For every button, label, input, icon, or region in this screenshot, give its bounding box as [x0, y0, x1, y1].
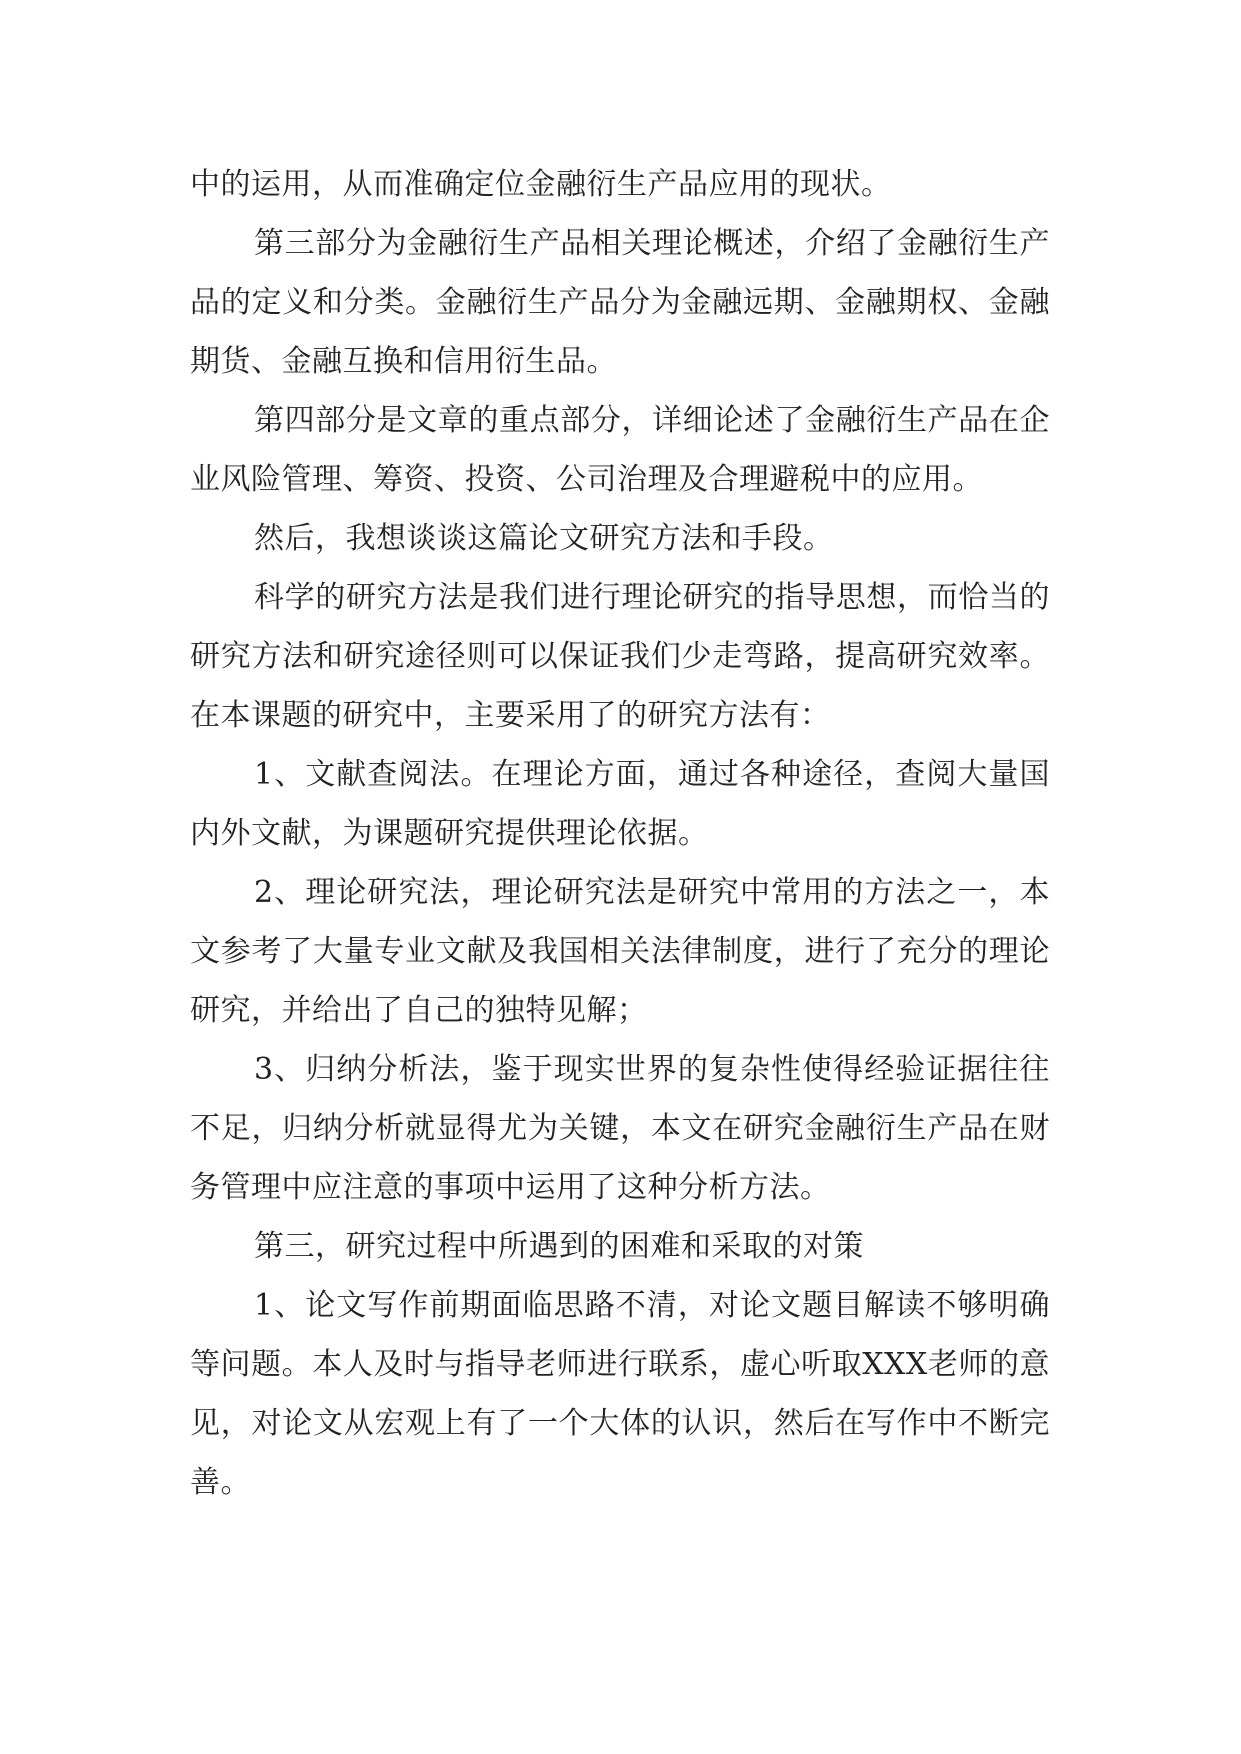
paragraph-1: 中的运用，从而准确定位金融衍生产品应用的现状。 — [190, 167, 892, 202]
document-body — [190, 155, 1050, 1512]
paragraph-6: 1、文献查阅法。在理论方面，通过各种途径，查阅大量国内外文献，为课题研究提供理论依据。 — [190, 757, 1050, 851]
paragraph-8: 3、归纳分析法，鉴于现实世界的复杂性使得经验证据往往不足，归纳分析就显得尤为关键，本文在研究金融衍生产品在财务管理中应注意的事项中运用了这种分析方法。 — [190, 1052, 1050, 1205]
paragraph-9: 第三，研究过程中所遇到的困难和采取的对策 — [254, 1229, 864, 1264]
paragraph-10: 1、论文写作前期面临思路不清，对论文题目解读不够明确等问题。本人及时与指导老师进行联系，虚心听取XXX老师的意见，对论文从宏观上有了一个大体的认识，然后在写作中不断完善。 — [190, 1288, 1050, 1500]
paragraph-2: 第三部分为金融衍生产品相关理论概述，介绍了金融衍生产品的定义和分类。金融衍生产品分为金融远期、金融期权、金融期货、金融互换和信用衍生品。 — [190, 226, 1050, 379]
paragraph-7: 2、理论研究法，理论研究法是研究中常用的方法之一，本文参考了大量专业文献及我国相关法律制度，进行了充分的理论研究，并给出了自己的独特见解； — [190, 875, 1050, 1028]
paragraph-4: 然后，我想谈谈这篇论文研究方法和手段。 — [254, 521, 834, 556]
paragraph-3: 第四部分是文章的重点部分，详细论述了金融衍生产品在企业风险管理、筹资、投资、公司治理及合理避税中的应用。 — [190, 403, 1050, 497]
paragraph-5: 科学的研究方法是我们进行理论研究的指导思想，而恰当的研究方法和研究途径则可以保证我们少走弯路，提高研究效率。在本课题的研究中，主要采用了的研究方法有： — [190, 580, 1050, 733]
